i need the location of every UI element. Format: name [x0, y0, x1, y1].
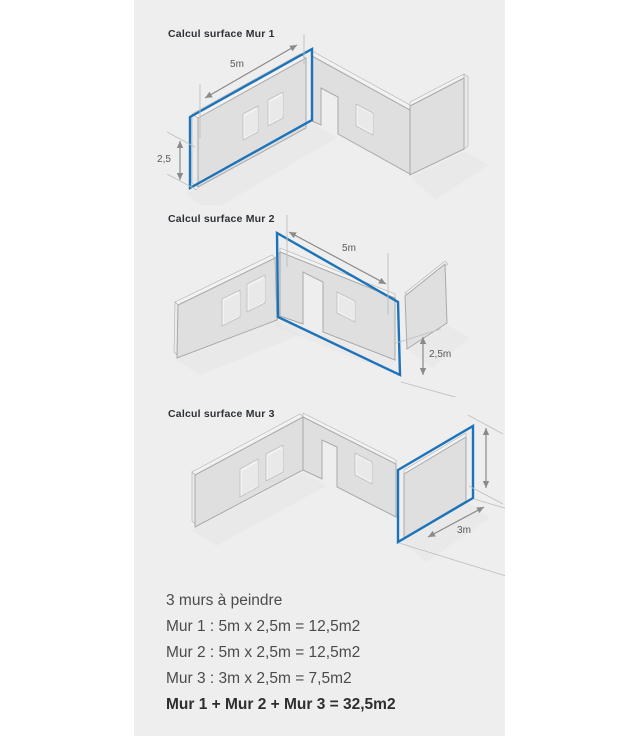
- isometric-room-illustration-mur-1: [134, 20, 505, 205]
- diagram-title: Calcul surface Mur 2: [168, 213, 275, 225]
- diagram-mur-1: [134, 20, 505, 205]
- isometric-room-illustration-mur-2: [134, 205, 505, 397]
- width-dimension-label: 5m: [342, 243, 356, 254]
- content-panel: [134, 0, 505, 736]
- isometric-room-illustration-mur-3: [134, 400, 505, 595]
- calculation-summary: [166, 588, 496, 718]
- diagram-title: Calcul surface Mur 1: [168, 28, 275, 40]
- summary-line-mur-1: Mur 1 : 5m x 2,5m = 12,5m2: [166, 618, 361, 635]
- diagram-mur-2: [134, 205, 505, 397]
- diagram-mur-3: [134, 400, 505, 595]
- summary-line-mur-2: Mur 2 : 5m x 2,5m = 12,5m2: [166, 644, 361, 661]
- room-walls: [192, 51, 468, 187]
- length-dimension-label: 3m: [457, 525, 471, 536]
- room-walls: [174, 248, 448, 360]
- width-dimension-label: 5m: [230, 59, 244, 70]
- summary-intro: 3 murs à peindre: [166, 592, 283, 609]
- diagram-title: Calcul surface Mur 3: [168, 408, 275, 420]
- summary-total: Mur 1 + Mur 2 + Mur 3 = 32,5m2: [166, 696, 396, 713]
- height-dimension-label: 2,5m: [429, 349, 452, 360]
- summary-line-mur-3: Mur 3 : 3m x 2,5m = 7,5m2: [166, 670, 352, 687]
- height-dimension-label: 2,5: [157, 154, 171, 165]
